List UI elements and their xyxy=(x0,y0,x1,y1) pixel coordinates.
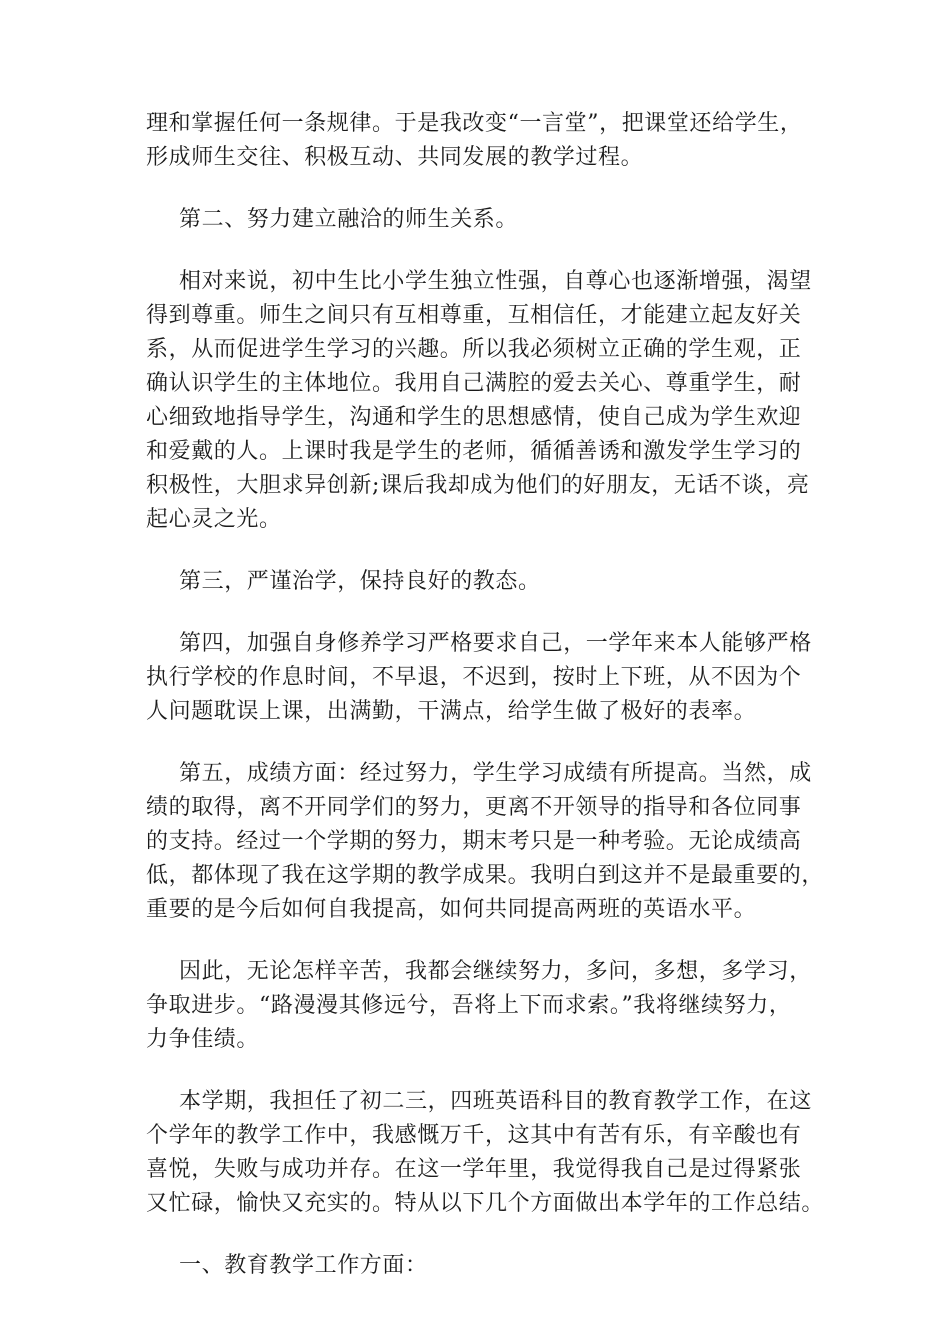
paragraph xyxy=(146,627,818,729)
text-line: 确认识学生的主体地位。我用自己满腔的爱去关心、尊重学生，耐 xyxy=(146,371,802,396)
text-line: 的支持。经过一个学期的努力，期末考只是一种考验。无论成绩高 xyxy=(146,829,802,854)
text-line: 和爱戴的人。上课时我是学生的老师，循循善诱和激发学生学习的 xyxy=(146,439,802,464)
section-heading xyxy=(146,203,818,237)
text-line: 系，从而促进学生学习的兴趣。所以我必须树立正确的学生观，正 xyxy=(146,337,802,362)
text-line: 第三，严谨治学，保持良好的教态。 xyxy=(179,569,541,594)
text-line: 第二、努力建立融洽的师生关系。 xyxy=(179,207,519,232)
section-heading xyxy=(146,1249,818,1283)
text-line: 形成师生交往、积极互动、共同发展的教学过程。 xyxy=(146,145,644,170)
text-line: 喜悦，失败与成功并存。在这一学年里，我觉得我自己是过得紧张 xyxy=(146,1157,802,1182)
paragraph xyxy=(146,757,825,927)
text-line: 积极性，大胆求异创新;课后我却成为他们的好朋友，无话不谈，亮 xyxy=(146,473,810,498)
text-line: 得到尊重。师生之间只有互相尊重，互相信任，才能建立起友好关 xyxy=(146,303,802,328)
document-page xyxy=(146,107,825,1311)
paragraph xyxy=(146,1085,825,1221)
paragraph xyxy=(146,265,818,537)
text-line: 力争佳绩。 xyxy=(146,1027,260,1052)
text-line: 执行学校的作息时间，不早退，不迟到，按时上下班，从不因为个 xyxy=(146,665,802,690)
section-heading xyxy=(146,565,818,599)
text-line: 心细致地指导学生，沟通和学生的思想感情，使自己成为学生欢迎 xyxy=(146,405,802,430)
text-line: 第五，成绩方面：经过努力，学生学习成绩有所提高。当然，成 xyxy=(179,761,812,786)
paragraph xyxy=(146,955,818,1057)
text-line: 又忙碌，愉快又充实的。特从以下几个方面做出本学年的工作总结。 xyxy=(146,1191,825,1216)
text-line: 因此，无论怎样辛苦，我都会继续努力，多问，多想，多学习， xyxy=(179,959,812,984)
text-line: 相对来说，初中生比小学生独立性强，自尊心也逐渐增强，渴望 xyxy=(179,269,812,294)
text-line: 人问题耽误上课，出满勤，干满点，给学生做了极好的表率。 xyxy=(146,699,757,724)
text-line: 起心灵之光。 xyxy=(146,507,282,532)
text-line: 一、教育教学工作方面： xyxy=(179,1253,428,1278)
text-line: 争取进步。“路漫漫其修远兮，吾将上下而求索。”我将继续努力， xyxy=(146,993,792,1018)
paragraph xyxy=(146,107,818,175)
text-line: 重要的是今后如何自我提高，如何共同提高两班的英语水平。 xyxy=(146,897,757,922)
text-line: 绩的取得，离不开同学们的努力，更离不开领导的指导和各位同事 xyxy=(146,795,802,820)
text-line: 低，都体现了我在这学期的教学成果。我明白到这并不是最重要的， xyxy=(146,863,825,888)
text-line: 个学年的教学工作中，我感慨万千，这其中有苦有乐，有辛酸也有 xyxy=(146,1123,802,1148)
text-line: 本学期，我担任了初二三，四班英语科目的教育教学工作，在这 xyxy=(179,1089,812,1114)
text-line: 理和掌握任何一条规律。于是我改变“一言堂”，把课堂还给学生， xyxy=(146,111,803,136)
text-line: 第四，加强自身修养学习严格要求自己，一学年来本人能够严格 xyxy=(179,631,812,656)
